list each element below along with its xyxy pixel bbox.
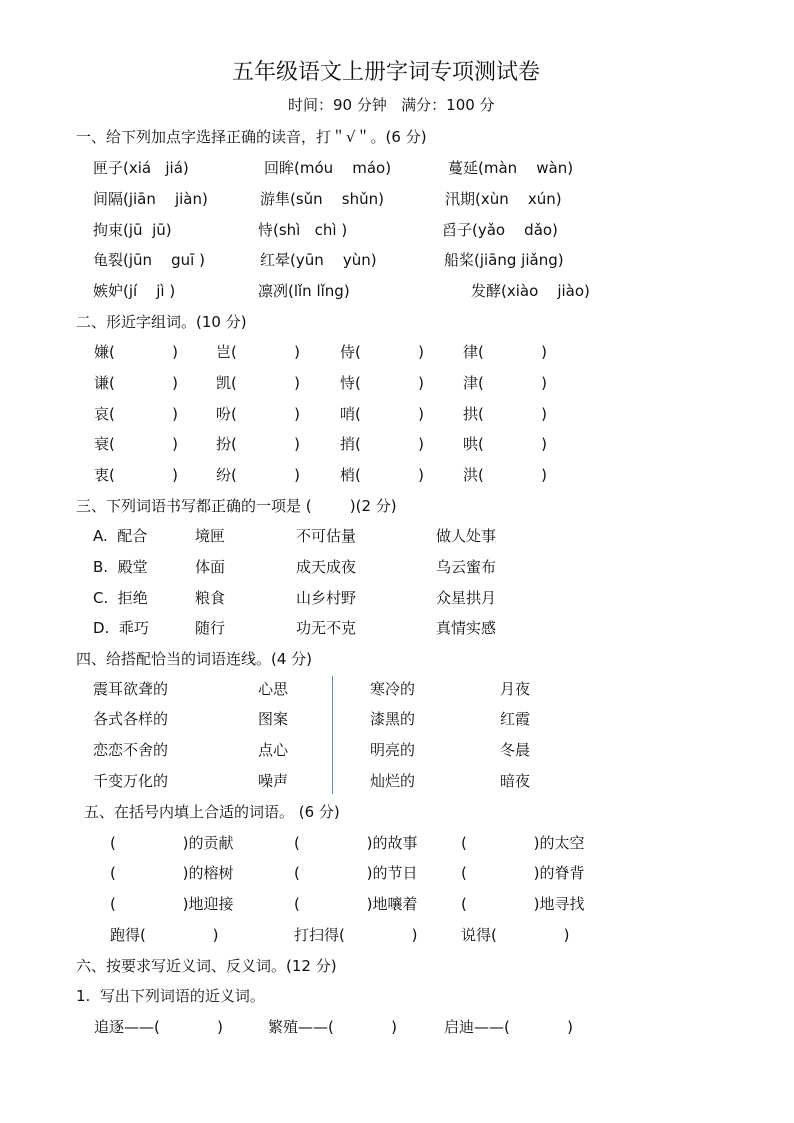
pinyin-item: 恃(shì chì )	[258, 221, 348, 239]
match-right-word: 漆黑的	[370, 710, 416, 728]
match-left-word: 点心	[258, 741, 289, 759]
match-left-word: 震耳欲聋的	[93, 680, 169, 698]
char-item: 嫌( )	[94, 343, 178, 361]
option-label: C. 拒绝	[93, 589, 148, 607]
option-label: A. 配合	[93, 527, 148, 545]
char-item: 吩( )	[216, 405, 300, 423]
pinyin-item: 船桨(jiāng jiǎng)	[444, 251, 564, 269]
option-word: 境匣	[195, 527, 226, 545]
pinyin-item: 蔓延(màn wàn)	[448, 159, 574, 177]
pinyin-item: 发酵(xiào jiào)	[471, 282, 590, 300]
char-item: 捎( )	[340, 435, 424, 453]
match-left-word: 心思	[258, 680, 289, 698]
match-left-word: 噪声	[258, 772, 289, 790]
fill-item: ( )的榕树	[110, 864, 234, 882]
match-left-word: 千变万化的	[93, 772, 169, 790]
matching-divider	[332, 676, 333, 794]
match-left-word: 恋恋不舍的	[93, 741, 169, 759]
fill-item: ( )的太空	[461, 834, 585, 852]
match-right-word: 冬晨	[500, 741, 531, 759]
synonym-item: 启迪——( )	[444, 1018, 573, 1036]
match-right-word: 月夜	[500, 680, 531, 698]
fill-item: 打扫得( )	[294, 926, 418, 944]
char-item: 津( )	[463, 374, 547, 392]
pinyin-item: 回眸(móu máo)	[264, 159, 392, 177]
fill-item: ( )地嚷着	[294, 895, 418, 913]
option-word: 众星拱月	[436, 589, 497, 607]
pinyin-item: 匣子(xiá jiá)	[93, 159, 189, 177]
char-item: 恃( )	[340, 374, 424, 392]
exam-meta: 时间：90 分钟 满分：100 分	[288, 96, 495, 114]
char-item: 扮( )	[216, 435, 300, 453]
option-word: 随行	[195, 619, 226, 637]
match-left-word: 图案	[258, 710, 289, 728]
pinyin-item: 间隔(jiān jiàn)	[93, 190, 208, 208]
option-label: D. 乖巧	[93, 619, 149, 637]
synonym-item: 追逐——( )	[94, 1018, 223, 1036]
match-right-word: 灿烂的	[370, 772, 416, 790]
option-word: 乌云蜜布	[436, 558, 497, 576]
char-item: 纷( )	[216, 466, 300, 484]
match-right-word: 明亮的	[370, 741, 416, 759]
char-item: 谦( )	[94, 374, 178, 392]
fill-item: 说得( )	[461, 926, 570, 944]
fill-item: ( )地寻找	[461, 895, 585, 913]
pinyin-item: 游隼(sǔn shǔn)	[260, 190, 384, 208]
pinyin-item: 红晕(yūn yùn)	[260, 251, 377, 269]
option-word: 不可估量	[296, 527, 357, 545]
char-item: 岂( )	[216, 343, 300, 361]
fill-item: ( )的贡献	[110, 834, 234, 852]
option-word: 功无不克	[296, 619, 357, 637]
pinyin-item: 拘束(jū jū)	[93, 221, 172, 239]
option-word: 真情实感	[436, 619, 497, 637]
fill-item: ( )的节日	[294, 864, 418, 882]
option-word: 体面	[195, 558, 226, 576]
char-item: 侍( )	[340, 343, 424, 361]
option-label: B. 殿堂	[93, 558, 148, 576]
section-6-subheading: 1. 写出下列词语的近义词。	[76, 987, 265, 1005]
synonym-item: 繁殖——( )	[268, 1018, 397, 1036]
char-item: 洪( )	[463, 466, 547, 484]
fill-item: ( )的故事	[294, 834, 418, 852]
char-item: 梢( )	[340, 466, 424, 484]
option-word: 成天成夜	[296, 558, 357, 576]
match-right-word: 寒冷的	[370, 680, 416, 698]
match-right-word: 暗夜	[500, 772, 531, 790]
fill-item: ( )的脊背	[461, 864, 585, 882]
char-item: 衷( )	[94, 466, 178, 484]
pinyin-item: 龟裂(jūn guī )	[93, 251, 205, 269]
section-3-heading: 三、下列词语书写都正确的一项是 ( )(2 分)	[76, 497, 397, 515]
match-right-word: 红霞	[500, 710, 531, 728]
pinyin-item: 舀子(yǎo dǎo)	[442, 221, 558, 239]
fill-item: ( )地迎接	[110, 895, 234, 913]
char-item: 凯( )	[216, 374, 300, 392]
pinyin-item: 凛冽(lǐn lǐng)	[258, 282, 350, 300]
section-4-heading: 四、给搭配恰当的词语连线。(4 分)	[76, 650, 313, 668]
option-word: 粮食	[195, 589, 226, 607]
section-5-heading: 五、在括号内填上合适的词语。 (6 分)	[84, 803, 340, 821]
char-item: 哀( )	[94, 405, 178, 423]
char-item: 拱( )	[463, 405, 547, 423]
pinyin-item: 汛期(xùn xún)	[445, 190, 562, 208]
char-item: 哄( )	[463, 435, 547, 453]
page-title: 五年级语文上册字词专项测试卷	[232, 60, 541, 85]
match-left-word: 各式各样的	[93, 710, 169, 728]
option-word: 山乡村野	[296, 589, 357, 607]
char-item: 哨( )	[340, 405, 424, 423]
option-word: 做人处事	[436, 527, 497, 545]
char-item: 衰( )	[94, 435, 178, 453]
section-1-heading: 一、给下列加点字选择正确的读音，打＂√＂。(6 分)	[76, 128, 427, 146]
section-2-heading: 二、形近字组词。(10 分)	[76, 313, 247, 331]
char-item: 律( )	[463, 343, 547, 361]
fill-item: 跑得( )	[110, 926, 219, 944]
section-6-heading: 六、按要求写近义词、反义词。(12 分)	[76, 957, 337, 975]
pinyin-item: 嫉妒(jí jì )	[93, 282, 176, 300]
